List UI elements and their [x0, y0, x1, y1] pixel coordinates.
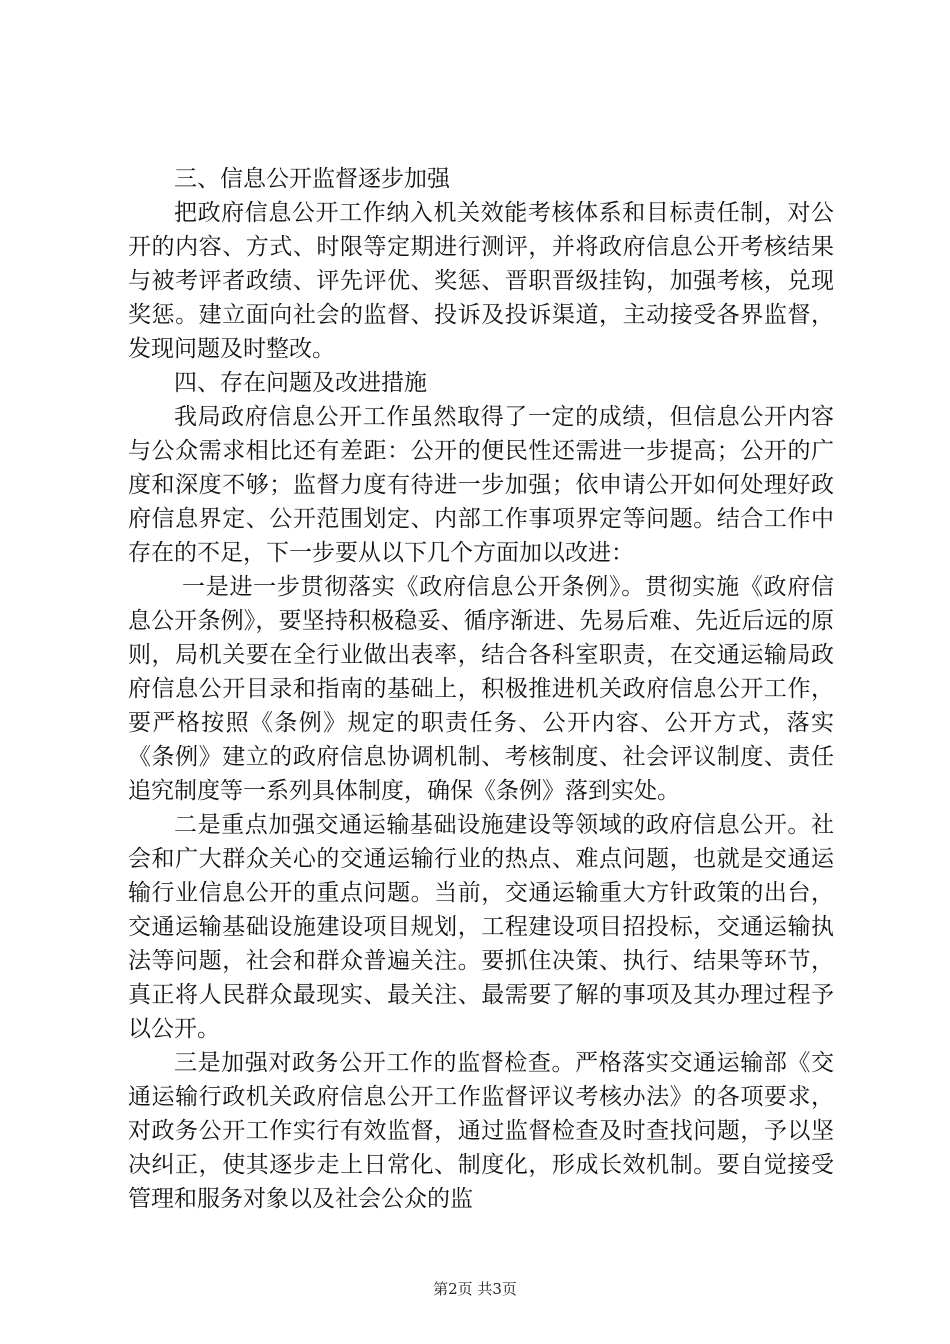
section-heading-4: 四、存在问题及改进措施: [174, 370, 427, 396]
document-body: [128, 162, 834, 1216]
paragraph: 把政府信息公开工作纳入机关效能考核体系和目标责任制，对公开的内容、方式、时限等定期进行测评，并将政府信息公开考核结果与被考评者政绩、评先评优、奖惩、晋职晋级挂钩，加强考核，兑现奖惩。建立面向社会的监督、投诉及投诉渠道，主动接受各界监督，发现问题及时整改。: [128, 200, 834, 362]
paragraph: 一是进一步贯彻落实《政府信息公开条例》。贯彻实施《政府信息公开条例》，要坚持积极稳妥、循序渐进、先易后难、先近后远的原则，局机关要在全行业做出表率，结合各科室职责，在交通运输局政府信息公开目录和指南的基础上，积极推进机关政府信息公开工作，要严格按照《条例》规定的职责任务、公开内容、公开方式，落实《条例》建立的政府信息协调机制、考核制度、社会评议制度、责任追究制度等一系列具体制度，确保《条例》落到实处。: [128, 574, 834, 804]
section-heading-3: 三、信息公开监督逐步加强: [174, 166, 450, 192]
paragraph: 我局政府信息公开工作虽然取得了一定的成绩，但信息公开内容与公众需求相比还有差距：公开的便民性还需进一步提高；公开的广度和深度不够；监督力度有待进一步加强；依申请公开如何处理好政府信息界定、公开范围划定、内部工作事项界定等问题。结合工作中存在的不足，下一步要从以下几个方面加以改进：: [128, 404, 834, 566]
paragraph: 三是加强对政务公开工作的监督检查。严格落实交通运输部《交通运输行政机关政府信息公开工作监督评议考核办法》的各项要求，对政务公开工作实行有效监督，通过监督检查及时查找问题，予以坚决纠正，使其逐步走上日常化、制度化，形成长效机制。要自觉接受管理和服务对象以及社会公众的监: [128, 1050, 834, 1212]
paragraph: 二是重点加强交通运输基础设施建设等领域的政府信息公开。社会和广大群众关心的交通运输行业的热点、难点问题，也就是交通运输行业信息公开的重点问题。当前，交通运输重大方针政策的出台，交通运输基础设施建设项目规划，工程建设项目招投标，交通运输执法等问题，社会和群众普遍关注。要抓住决策、执行、结果等环节，真正将人民群众最现实、最关注、最需要了解的事项及其办理过程予以公开。: [128, 812, 834, 1042]
page-footer: 第2页 共3页: [433, 1280, 517, 1298]
